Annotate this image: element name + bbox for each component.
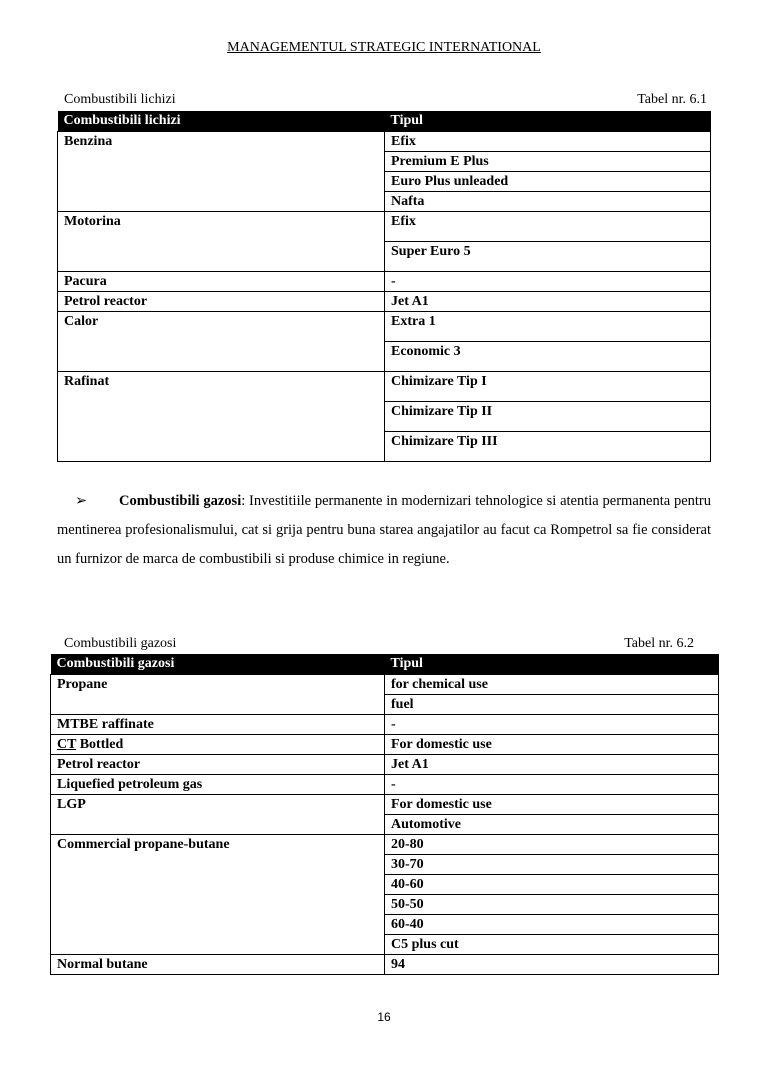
fuel-name-cell: Petrol reactor bbox=[51, 755, 385, 775]
table2-caption-title: Combustibili gazosi bbox=[64, 636, 177, 651]
table-row bbox=[51, 955, 719, 975]
fuel-type-cell: - bbox=[385, 715, 719, 735]
table-row bbox=[58, 212, 711, 242]
table1-header-type: Tipul bbox=[385, 111, 711, 132]
fuel-name-cell: Motorina bbox=[58, 212, 385, 272]
fuel-type-cell: Super Euro 5 bbox=[385, 242, 711, 272]
page-number: 16 bbox=[377, 1010, 391, 1024]
table2-caption bbox=[64, 636, 694, 652]
fuel-type-cell: Euro Plus unleaded bbox=[385, 172, 711, 192]
page-header: MANAGEMENTUL STRATEGIC INTERNATIONAL bbox=[227, 40, 541, 55]
fuel-name-cell: Calor bbox=[58, 312, 385, 372]
table-row bbox=[51, 755, 719, 775]
fuel-type-cell: 40-60 bbox=[385, 875, 719, 895]
arrow-bullet-icon: ➢ bbox=[75, 493, 88, 509]
table1-caption bbox=[64, 92, 707, 108]
fuel-name-cell: Liquefied petroleum gas bbox=[51, 775, 385, 795]
gaseous-fuels-paragraph bbox=[57, 487, 711, 574]
fuel-type-cell: - bbox=[385, 272, 711, 292]
paragraph-text: : Investitiile permanente in modernizari tehnologice si atentia permanenta pentru mentinerea profesionalismului, cat si grija pentru buna starea angajatilor au facut ca Rompetrol sa fie considerat un furnizor de marca de combustibili si produse chimice in regiune. bbox=[57, 493, 711, 567]
fuel-name-cell: MTBE raffinate bbox=[51, 715, 385, 735]
fuel-type-cell: 60-40 bbox=[385, 915, 719, 935]
fuel-name-cell: CT Bottled bbox=[51, 735, 385, 755]
fuel-type-cell: Extra 1 bbox=[385, 312, 711, 342]
fuel-type-cell: Chimizare Tip III bbox=[385, 432, 711, 462]
fuel-type-cell: For domestic use bbox=[385, 735, 719, 755]
table-row bbox=[51, 795, 719, 815]
table-row bbox=[51, 835, 719, 855]
fuel-type-cell: Premium E Plus bbox=[385, 152, 711, 172]
fuel-type-cell: 30-70 bbox=[385, 855, 719, 875]
paragraph-bold-term: Combustibili gazosi bbox=[119, 493, 242, 509]
fuel-name-cell: Petrol reactor bbox=[58, 292, 385, 312]
fuel-type-cell: Chimizare Tip II bbox=[385, 402, 711, 432]
fuel-name-cell: Commercial propane-butane bbox=[51, 835, 385, 955]
table2-header-type: Tipul bbox=[385, 654, 719, 675]
liquid-fuels-table bbox=[57, 111, 711, 462]
gaseous-fuels-table bbox=[50, 654, 719, 975]
fuel-type-cell: Efix bbox=[385, 132, 711, 152]
fuel-type-cell: Chimizare Tip I bbox=[385, 372, 711, 402]
fuel-type-cell: Economic 3 bbox=[385, 342, 711, 372]
table2-header-fuel: Combustibili gazosi bbox=[51, 654, 385, 675]
table-row bbox=[58, 312, 711, 342]
fuel-type-cell: for chemical use bbox=[385, 675, 719, 695]
table-row bbox=[58, 272, 711, 292]
table-row bbox=[58, 372, 711, 402]
fuel-type-cell: C5 plus cut bbox=[385, 935, 719, 955]
fuel-name-cell: Pacura bbox=[58, 272, 385, 292]
fuel-type-cell: For domestic use bbox=[385, 795, 719, 815]
fuel-type-cell: 94 bbox=[385, 955, 719, 975]
fuel-type-cell: fuel bbox=[385, 695, 719, 715]
fuel-type-cell: Efix bbox=[385, 212, 711, 242]
fuel-name-cell: Normal butane bbox=[51, 955, 385, 975]
table-row bbox=[58, 292, 711, 312]
fuel-type-cell: 20-80 bbox=[385, 835, 719, 855]
table-row bbox=[58, 132, 711, 152]
fuel-name-cell: LGP bbox=[51, 795, 385, 835]
table1-caption-number: Tabel nr. 6.1 bbox=[637, 92, 707, 107]
fuel-type-cell: Nafta bbox=[385, 192, 711, 212]
fuel-type-cell: 50-50 bbox=[385, 895, 719, 915]
fuel-type-cell: - bbox=[385, 775, 719, 795]
table1-header-fuel: Combustibili lichizi bbox=[58, 111, 385, 132]
table-row bbox=[51, 675, 719, 695]
fuel-name-cell: Benzina bbox=[58, 132, 385, 212]
fuel-name-cell: Propane bbox=[51, 675, 385, 715]
table-row bbox=[51, 715, 719, 735]
table1-caption-title: Combustibili lichizi bbox=[64, 92, 176, 107]
table2-caption-number: Tabel nr. 6.2 bbox=[624, 636, 694, 651]
fuel-type-cell: Jet A1 bbox=[385, 755, 719, 775]
table-row bbox=[51, 775, 719, 795]
fuel-type-cell: Jet A1 bbox=[385, 292, 711, 312]
fuel-name-cell: Rafinat bbox=[58, 372, 385, 462]
fuel-type-cell: Automotive bbox=[385, 815, 719, 835]
table-row bbox=[51, 735, 719, 755]
